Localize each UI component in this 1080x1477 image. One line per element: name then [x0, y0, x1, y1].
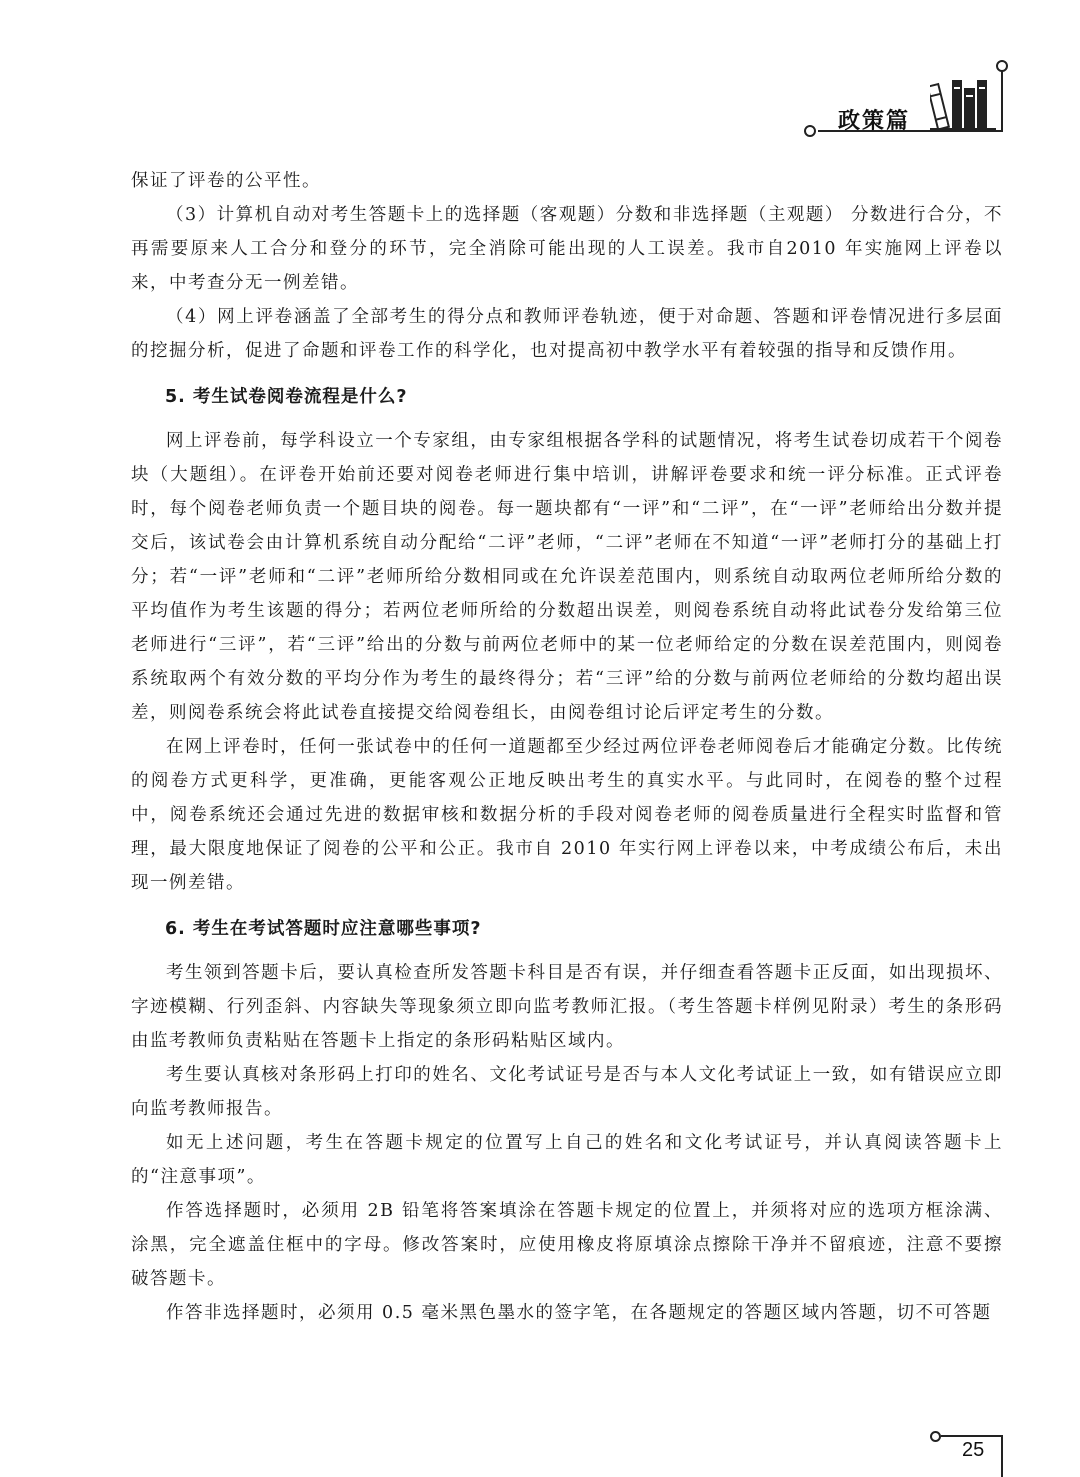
paragraph-write-name: 如无上述问题，考生在答题卡规定的位置写上自己的姓名和文化考试证号，并认真阅读答题卡上的“注意事项”。 [131, 1133, 1003, 1187]
heading-question-5: 5. 考生试卷阅卷流程是什么? [165, 387, 408, 407]
paragraph-non-choice: 作答非选择题时，必须用 0.5 毫米黑色墨水的签字笔，在各题规定的答题区域内答题，切不可答题 [166, 1303, 992, 1323]
footer-vertical-rule [1001, 1435, 1003, 1477]
page-number: 25 [962, 1439, 985, 1461]
heading-question-6: 6. 考生在考试答题时应注意哪些事项? [165, 919, 482, 939]
books-icon [930, 74, 996, 130]
paragraph-point-3: （3）计算机自动对考生答题卡上的选择题（客观题）分数和非选择题（主观题） 分数进行合分，不再需要原来人工合分和登分的环节，完全消除可能出现的人工误差。我市自2010 年实施网上评卷以来，中考查分无一例差错。 [131, 205, 1003, 293]
paragraph-point-4: （4）网上评卷涵盖了全部考生的得分点和教师评卷轨迹，便于对命题、答题和评卷情况进行多层面的挖掘分析，促进了命题和评卷工作的科学化，也对提高初中教学水平有着较强的指导和反馈作用。 [131, 307, 1003, 361]
footer-horizontal-rule [941, 1435, 1003, 1437]
footer-dot [930, 1431, 941, 1442]
header-vertical-rule [1001, 70, 1003, 130]
paragraph-barcode-verify: 考生要认真核对条形码上打印的姓名、文化考试证号是否与本人文化考试证上一致，如有错误应立即向监考教师报告。 [131, 1065, 1003, 1119]
paragraph-answer-card-check: 考生领到答题卡后，要认真检查所发答题卡科目是否有误，并仔细查看答题卡正反面，如出现损坏、字迹模糊、行列歪斜、内容缺失等现象须立即向监考教师汇报。（考生答题卡样例见附录）考生的条形码由监考教师负责粘贴在答题卡上指定的条形码粘贴区域内。 [131, 963, 1003, 1051]
header-dot-left [804, 125, 816, 137]
paragraph-multiple-choice: 作答选择题时，必须用 2B 铅笔将答案填涂在答题卡规定的位置上，并须将对应的选项方框涂满、涂黑，完全遮盖住框中的字母。修改答案时，应使用橡皮将原填涂点擦除干净并不留痕迹，注意不要擦破答题卡。 [131, 1201, 1003, 1289]
paragraph-fairness-end: 保证了评卷的公平性。 [131, 171, 321, 191]
page-content [131, 164, 1003, 1330]
section-name: 政策篇 [838, 108, 911, 134]
paragraph-grading-process: 网上评卷前，每学科设立一个专家组，由专家组根据各学科的试题情况，将考生试卷切成若干个阅卷块（大题组）。在评卷开始前还要对阅卷老师进行集中培训，讲解评卷要求和统一评分标准。正式评卷时，每个阅卷老师负责一个题目块的阅卷。每一题块都有“一评”和“二评”，在“一评”老师给出分数并提交后，该试卷会由计算机系统自动分配给“二评”老师，“二评”老师在不知道“一评”老师打分的基础上打分；若“一评”老师和“二评”老师所给分数相同或在允许误差范围内，则系统自动取两位老师所给分数的平均值作为考生该题的得分；若两位老师所给的分数超出误差，则阅卷系统自动将此试卷分发给第三位老师进行“三评”，若“三评”给出的分数与前两位老师中的某一位老师给定的分数在误差范围内，则阅卷系统取两个有效分数的平均分作为考生的最终得分；若“三评”给的分数与前两位老师给的分数均超出误差，则阅卷系统会将此试卷直接提交给阅卷组长，由阅卷组讨论后评定考生的分数。 [131, 431, 1003, 723]
paragraph-double-review: 在网上评卷时，任何一张试卷中的任何一道题都至少经过两位评卷老师阅卷后才能确定分数。比传统的阅卷方式更科学，更准确，更能客观公正地反映出考生的真实水平。与此同时，在阅卷的整个过程中，阅卷系统还会通过先进的数据审核和数据分析的手段对阅卷老师的阅卷质量进行全程实时监督和管理，最大限度地保证了阅卷的公平和公正。我市自 2010 年实行网上评卷以来，中考成绩公布后，未出现一例差错。 [131, 737, 1003, 893]
